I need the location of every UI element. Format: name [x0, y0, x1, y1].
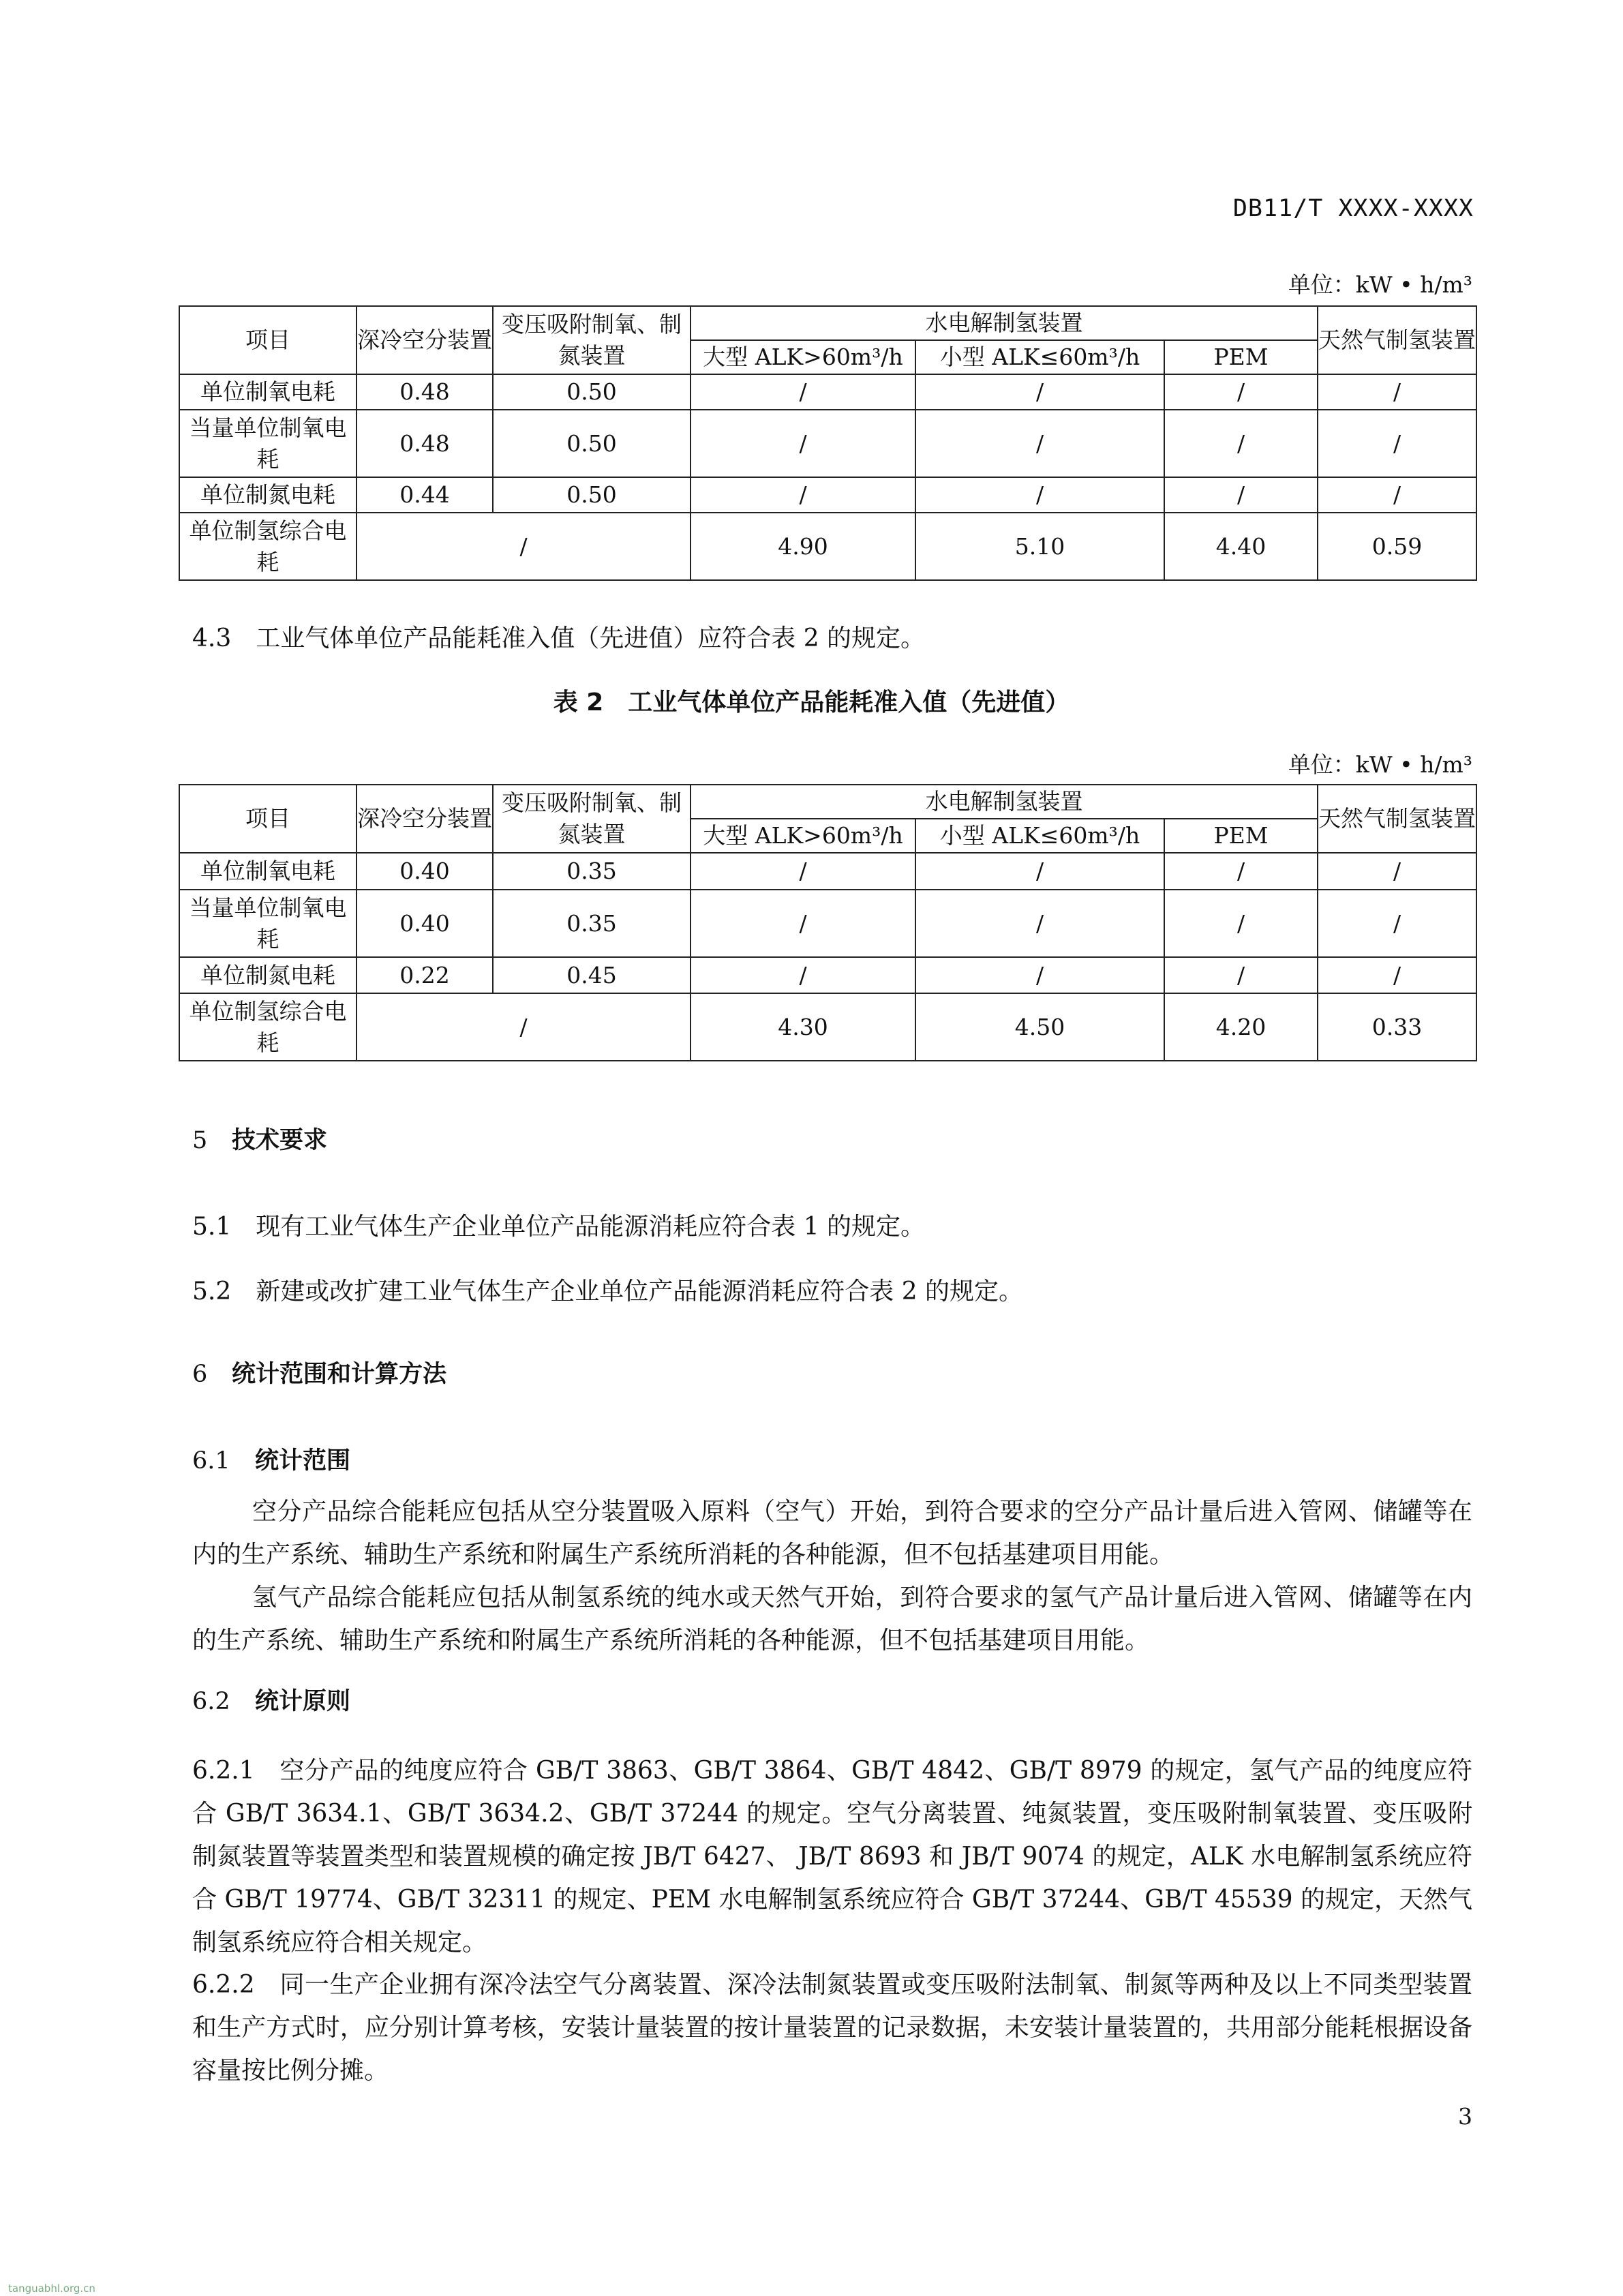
header-col1: 深冷空分装置	[357, 306, 493, 374]
section-title: 统计范围	[255, 1447, 351, 1475]
header-item: 项目	[179, 785, 357, 853]
section-5-heading	[192, 1121, 327, 1155]
header-col2: 变压吸附制氧、制氮装置	[493, 785, 691, 853]
row-label: 单位制氢综合电耗	[179, 513, 357, 580]
document-code: DB11/T XXXX-XXXX	[1232, 195, 1474, 222]
table-row	[179, 477, 1476, 513]
cell: /	[691, 853, 915, 890]
cell: 5.10	[915, 513, 1164, 580]
header-group: 水电解制氢装置	[691, 785, 1318, 819]
cell: 4.40	[1164, 513, 1318, 580]
table2	[179, 784, 1477, 1061]
table2-caption: 表 2 工业气体单位产品能耗准入值（先进值）	[553, 689, 1070, 716]
cell: 0.48	[357, 410, 493, 477]
table-row	[179, 957, 1476, 993]
cell: /	[1318, 477, 1476, 513]
header-item: 项目	[179, 306, 357, 374]
cell: 4.50	[915, 993, 1164, 1061]
cell: 0.45	[493, 957, 691, 993]
row-label: 单位制氮电耗	[179, 957, 357, 993]
section-number: 6.2	[192, 1688, 230, 1715]
cell: 0.40	[357, 853, 493, 890]
section-number: 6.1	[192, 1447, 230, 1475]
header-sub1: 大型 ALK>60m³/h	[691, 819, 915, 853]
cell: 0.40	[357, 890, 493, 957]
cell: /	[691, 477, 915, 513]
cell: 0.48	[357, 374, 493, 410]
table-row	[179, 410, 1476, 477]
page-number: 3	[1458, 2103, 1472, 2130]
cell: 0.22	[357, 957, 493, 993]
cell: /	[915, 853, 1164, 890]
table-row	[179, 374, 1476, 410]
section-6-2-heading	[192, 1682, 350, 1717]
row-label: 单位制氧电耗	[179, 374, 357, 410]
cell: 4.30	[691, 993, 915, 1061]
table-row	[179, 890, 1476, 957]
cell: 0.59	[1318, 513, 1476, 580]
cell: /	[1318, 957, 1476, 993]
cell: /	[357, 993, 691, 1061]
header-col2: 变压吸附制氧、制氮装置	[493, 306, 691, 374]
cell: 0.35	[493, 890, 691, 957]
cell: /	[691, 890, 915, 957]
cell: /	[915, 957, 1164, 993]
section-6-1-heading	[192, 1442, 350, 1476]
cell: /	[915, 890, 1164, 957]
header-col6: 天然气制氢装置	[1318, 785, 1476, 853]
row-label: 单位制氮电耗	[179, 477, 357, 513]
cell: 0.35	[493, 853, 691, 890]
section-title: 技术要求	[232, 1127, 328, 1154]
cell: /	[691, 374, 915, 410]
table1-unit: 单位：kW • h/m³	[1288, 271, 1472, 298]
cell: /	[1318, 374, 1476, 410]
cell: /	[1164, 890, 1318, 957]
cell: 0.44	[357, 477, 493, 513]
cell: /	[357, 513, 691, 580]
cell: /	[915, 374, 1164, 410]
table-row	[179, 993, 1476, 1061]
cell: /	[1164, 477, 1318, 513]
section-title: 统计原则	[255, 1688, 351, 1715]
cell: /	[1318, 853, 1476, 890]
cell: /	[1164, 374, 1318, 410]
watermark: tanguabhl.org.cn	[8, 2282, 95, 2295]
cell: 0.50	[493, 410, 691, 477]
section-6-heading	[192, 1355, 446, 1389]
cell: /	[691, 410, 915, 477]
cell: 4.20	[1164, 993, 1318, 1061]
cell: /	[1164, 410, 1318, 477]
cell: /	[1318, 410, 1476, 477]
cell: /	[915, 410, 1164, 477]
row-label: 单位制氧电耗	[179, 853, 357, 890]
header-sub1: 大型 ALK>60m³/h	[691, 340, 915, 374]
clause-5-2: 5.2 新建或改扩建工业气体生产企业单位产品能源消耗应符合表 2 的规定。	[192, 1278, 1024, 1305]
table2-unit: 单位：kW • h/m³	[1288, 751, 1472, 778]
clause-6-2-1: 6.2.1 空分产品的纯度应符合 GB/T 3863、GB/T 3864、GB/T 4842、GB/T 8979 的规定，氢气产品的纯度应符合 GB/T 3634.1、GB/T 3634.2、GB/T 37244 的规定。空气分离装置、纯氮装置，变压吸附制氧装置、变压吸附制氮装置等装置类型和装置规模的确定按 JB/T 6427、 JB/T 8693 和 JB/T 9074 的规定，ALK 水电解制氢系统应符合 GB/T 19774、GB/T 32311 的规定、PEM 水电解制氢系统应符合 GB/T 37244、GB/T 45539 的规定，天然气制氢系统应符合相关规定。	[192, 1757, 1472, 1957]
cell: 0.50	[493, 477, 691, 513]
table1	[179, 305, 1477, 581]
table-row	[179, 513, 1476, 580]
clause-4-3: 4.3 工业气体单位产品能耗准入值（先进值）应符合表 2 的规定。	[192, 624, 926, 652]
header-sub3: PEM	[1164, 340, 1318, 374]
header-sub2: 小型 ALK≤60m³/h	[915, 340, 1164, 374]
row-label: 单位制氢综合电耗	[179, 993, 357, 1061]
header-col6: 天然气制氢装置	[1318, 306, 1476, 374]
cell: 0.33	[1318, 993, 1476, 1061]
header-group: 水电解制氢装置	[691, 306, 1318, 340]
paragraph-6-1-b: 氢气产品综合能耗应包括从制氢系统的纯水或天然气开始，到符合要求的氢气产品计量后进入管网、储罐等在内的生产系统、辅助生产系统和附属生产系统所消耗的各种能源，但不包括基建项目用能。	[192, 1584, 1472, 1655]
clause-6-2-2: 6.2.2 同一生产企业拥有深冷法空气分离装置、深冷法制氮装置或变压吸附法制氧、制氮等两种及以上不同类型装置和生产方式时，应分别计算考核，安装计量装置的按计量装置的记录数据，未安装计量装置的，共用部分能耗根据设备容量按比例分摊。	[192, 1971, 1472, 2085]
section-title: 统计范围和计算方法	[232, 1361, 447, 1388]
header-sub3: PEM	[1164, 819, 1318, 853]
section-number: 6	[192, 1361, 208, 1388]
header-sub2: 小型 ALK≤60m³/h	[915, 819, 1164, 853]
row-label: 当量单位制氧电耗	[179, 410, 357, 477]
section-number: 5	[192, 1127, 208, 1154]
cell: /	[1164, 853, 1318, 890]
cell: /	[1164, 957, 1318, 993]
paragraph-6-1-a: 空分产品综合能耗应包括从空分装置吸入原料（空气）开始，到符合要求的空分产品计量后进入管网、储罐等在内的生产系统、辅助生产系统和附属生产系统所消耗的各种能源，但不包括基建项目用能。	[192, 1498, 1472, 1569]
cell: /	[1318, 890, 1476, 957]
header-col1: 深冷空分装置	[357, 785, 493, 853]
cell: 0.50	[493, 374, 691, 410]
row-label: 当量单位制氧电耗	[179, 890, 357, 957]
cell: 4.90	[691, 513, 915, 580]
cell: /	[691, 957, 915, 993]
clause-5-1: 5.1 现有工业气体生产企业单位产品能源消耗应符合表 1 的规定。	[192, 1213, 926, 1241]
cell: /	[915, 477, 1164, 513]
table-row	[179, 853, 1476, 890]
